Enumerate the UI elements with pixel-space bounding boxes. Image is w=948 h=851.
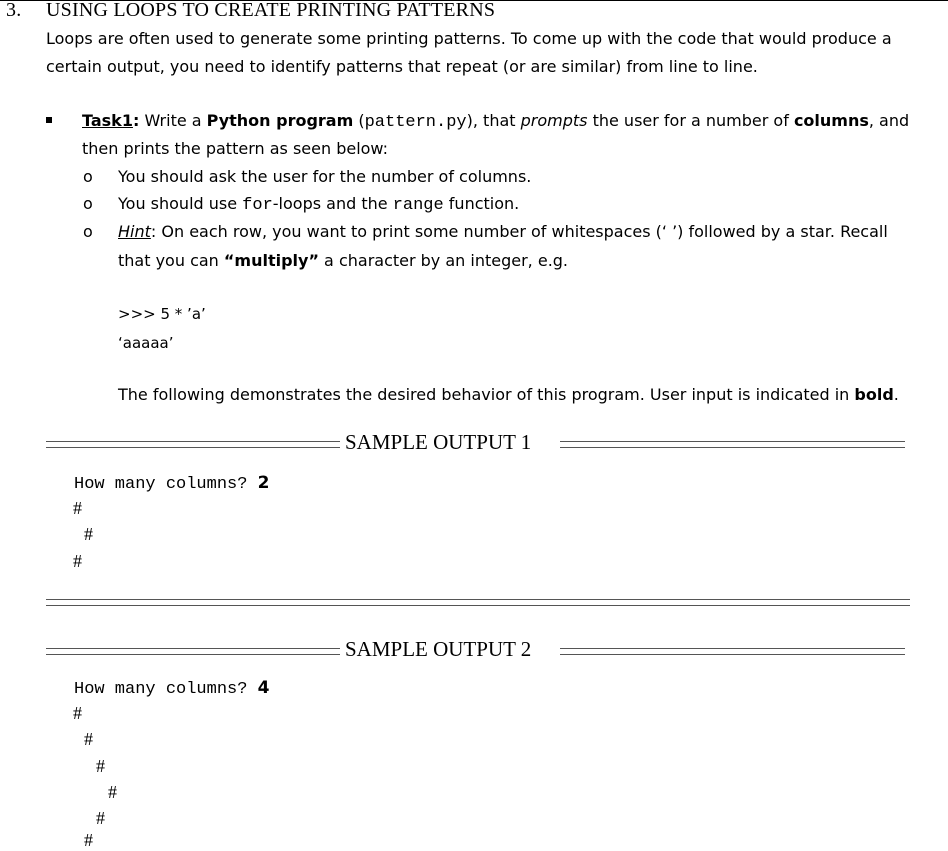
double-rule-left xyxy=(46,441,340,448)
square-bullet-icon xyxy=(46,117,52,123)
section-title: USING LOOPS TO CREATE PRINTING PATTERNS xyxy=(46,0,496,21)
section-number: 3. xyxy=(6,0,22,21)
sub-bullet-1: You should ask the user for the number of columns. xyxy=(118,167,532,186)
sample-1-prompt: How many columns? 2 xyxy=(74,473,270,494)
intro-line-1: Loops are often used to generate some printing patterns. To come up with the code that would produce a xyxy=(46,29,892,48)
python-program-text: Python program xyxy=(206,111,354,130)
sample-output-2-title: SAMPLE OUTPUT 2 xyxy=(345,637,532,661)
hint-label: Hint xyxy=(118,222,151,241)
intro-line-2: certain output, you need to identify patterns that repeat (or are similar) from line to line. xyxy=(46,57,758,76)
circle-bullet-icon: o xyxy=(83,194,93,213)
prompts-text: prompts xyxy=(520,111,588,130)
task-line-2: then prints the pattern as seen below: xyxy=(82,139,389,158)
sample-1-row-2: # xyxy=(84,524,93,544)
example-line-2: ‘aaaaa’ xyxy=(118,334,174,352)
for-code: for xyxy=(242,196,273,215)
sample-2-row-2: # xyxy=(84,729,93,749)
sub-bullet-3-line-2: that you can “multiply” a character by an integer, e.g. xyxy=(118,251,569,270)
double-rule-full xyxy=(46,599,910,606)
sample-2-row-1: # xyxy=(73,703,82,723)
sub-bullet-3: Hint: On each row, you want to print some number of whitespaces (‘ ’) followed by a star. Recall xyxy=(118,222,888,241)
double-rule-left xyxy=(46,648,340,655)
section-heading xyxy=(6,0,495,22)
range-code: range xyxy=(392,196,444,215)
sample-2-row-6: # xyxy=(84,830,93,850)
double-rule-right xyxy=(560,441,905,448)
task-line-1: Task1: Write a Python program (pattern.py), that prompts the user for a number of columns, and xyxy=(82,111,910,132)
sample-2-row-3: # xyxy=(96,756,105,776)
task-label: Task1 xyxy=(82,111,133,130)
sample-2-prompt: How many columns? 4 xyxy=(74,678,270,699)
example-line-1: >>> 5 * ’a’ xyxy=(118,305,206,323)
demo-text: The following demonstrates the desired behavior of this program. User input is indicated in bold. xyxy=(118,385,899,404)
filename-code: pattern.py xyxy=(364,113,467,132)
sample-1-input: 2 xyxy=(257,473,270,493)
double-rule-right xyxy=(560,648,905,655)
sample-2-row-5: # xyxy=(96,808,105,828)
circle-bullet-icon: o xyxy=(83,167,93,186)
sample-output-1-title: SAMPLE OUTPUT 1 xyxy=(345,430,532,454)
sub-bullet-2: You should use for-loops and the range function. xyxy=(118,194,520,215)
columns-text: columns xyxy=(793,111,869,130)
multiply-text: “multiply” xyxy=(223,251,319,270)
sample-1-row-1: # xyxy=(73,498,82,518)
sample-1-row-3: # xyxy=(73,551,82,571)
sample-2-row-4: # xyxy=(108,782,117,802)
circle-bullet-icon: o xyxy=(83,222,93,241)
sample-2-input: 4 xyxy=(257,678,270,698)
